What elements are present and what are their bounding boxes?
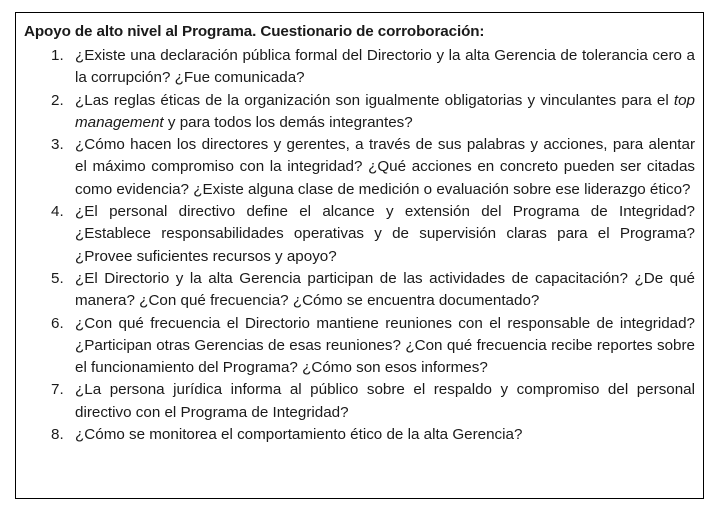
question-text xyxy=(75,90,695,135)
question-text-italic: top management xyxy=(75,91,695,131)
question-number: 4. xyxy=(51,203,64,221)
question-item-4 xyxy=(16,201,703,268)
question-item-2 xyxy=(16,90,703,135)
question-number: 7. xyxy=(51,381,64,399)
question-text-part: y para todos los demás integrantes? xyxy=(163,113,413,131)
question-number: 8. xyxy=(51,426,64,444)
question-item-3 xyxy=(16,134,703,201)
question-item-8 xyxy=(16,424,703,446)
question-number: 3. xyxy=(51,136,64,154)
question-item-7 xyxy=(16,379,703,424)
question-text: ¿Cómo hacen los directores y gerentes, a través de sus palabras y acciones, para alentar el máximo compromiso con la integridad? ¿Qué acciones en concreto pueden ser citadas como evidencia? ¿Existe alguna clase de medición o evaluación sobre ese liderazgo ético? xyxy=(75,136,695,198)
question-text: ¿Existe una declaración pública formal del Directorio y la alta Gerencia de tolerancia cero a la corrupción? ¿Fue comunicada? xyxy=(75,47,695,87)
question-list xyxy=(16,45,703,446)
question-number: 1. xyxy=(51,47,64,64)
question-item-1 xyxy=(16,45,703,90)
question-item-6 xyxy=(16,313,703,380)
questionnaire-box xyxy=(15,12,704,499)
question-text-part: ¿Las reglas éticas de la organización son igualmente obligatorias y vinculantes para el xyxy=(75,91,674,109)
question-item-5 xyxy=(16,268,703,313)
question-text: ¿El Directorio y la alta Gerencia participan de las actividades de capacitación? ¿De qué manera? ¿Con qué frecuencia? ¿Cómo se encuentra documentado? xyxy=(75,269,695,310)
questionnaire-title: Apoyo de alto nivel al Programa. Cuestionario de corroboración: xyxy=(24,23,485,40)
question-number: 2. xyxy=(51,91,64,109)
question-text: ¿Cómo se monitorea el comportamiento ético de la alta Gerencia? xyxy=(75,426,523,444)
question-number: 5. xyxy=(51,269,64,287)
question-number: 6. xyxy=(51,314,64,332)
question-text: ¿La persona jurídica informa al público sobre el respaldo y compromiso del personal directivo con el Programa de Integridad? xyxy=(75,381,695,421)
question-text: ¿El personal directivo define el alcance y extensión del Programa de Integridad? ¿Establece responsabilidades operativas y de supervisión claras para el Programa? ¿Provee suficientes recursos y apoyo? xyxy=(75,203,695,265)
question-text: ¿Con qué frecuencia el Directorio mantiene reuniones con el responsable de integridad? ¿Participan otras Gerencias de esas reuniones? ¿Con qué frecuencia recibe reportes sobre el funcionamiento del Programa? ¿Cómo son esos informes? xyxy=(75,314,695,377)
